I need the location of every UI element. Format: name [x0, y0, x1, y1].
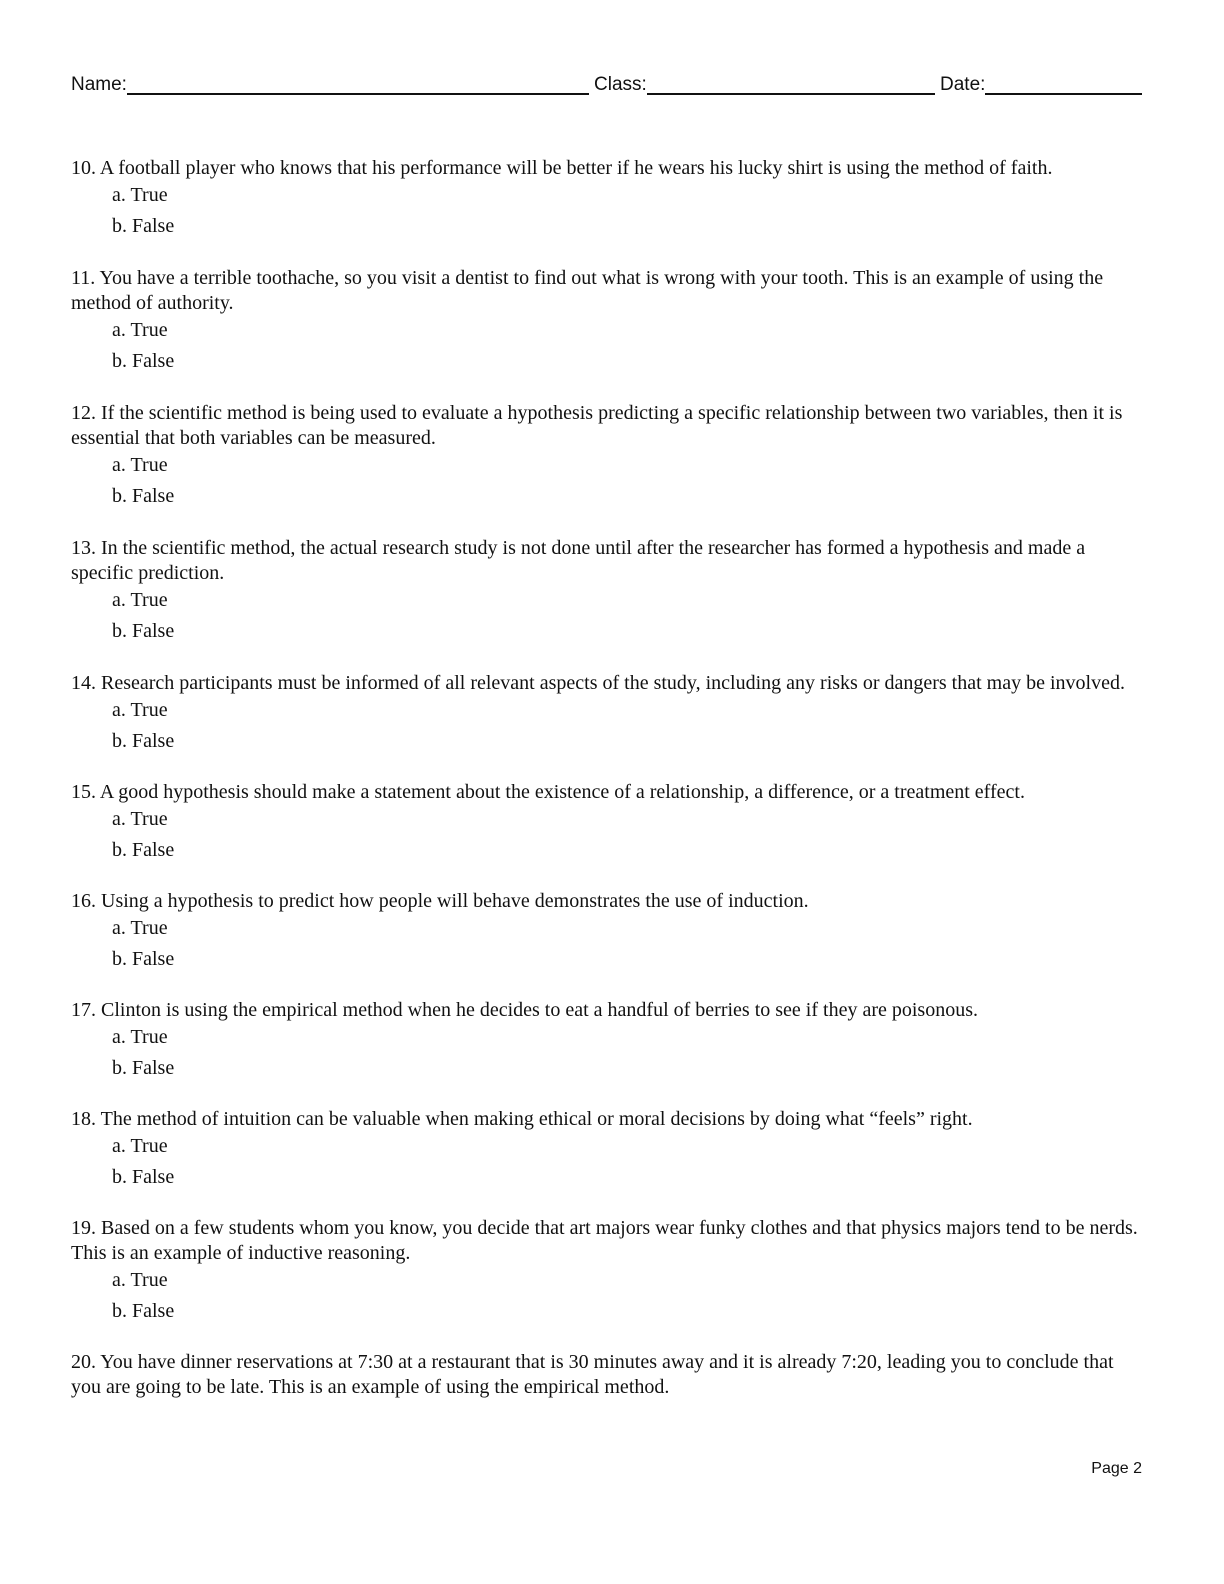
question-text: 15. A good hypothesis should make a statement about the existence of a relationship, a difference, or a treatment effect.	[71, 781, 1025, 803]
option-false[interactable]: b. False	[112, 350, 175, 372]
question-text: 11. You have a terrible toothache, so you visit a dentist to find out what is wrong with your tooth. This is an example of using the method of authority.	[71, 267, 1109, 314]
answer-options	[71, 318, 1146, 374]
question-text: 13. In the scientific method, the actual research study is not done until after the researcher has formed a hypothesis and made a specific prediction.	[71, 537, 1091, 584]
question-item	[71, 889, 1146, 972]
option-false[interactable]: b. False	[112, 1300, 175, 1322]
question-item	[71, 1350, 1146, 1400]
question-item	[71, 266, 1146, 374]
worksheet-header	[71, 70, 1142, 96]
class-blank-line	[647, 93, 935, 95]
question-text: 20. You have dinner reservations at 7:30 at a restaurant that is 30 minutes away and it is already 7:20, leading you to conclude that you are going to be late. This is an example of using the empirical method.	[71, 1351, 1119, 1398]
question-text: 14. Research participants must be informed of all relevant aspects of the study, including any risks or dangers that may be involved.	[71, 672, 1125, 694]
option-true[interactable]: a. True	[112, 917, 168, 939]
date-field	[940, 70, 1142, 96]
answer-options	[71, 453, 1146, 509]
answer-options	[71, 807, 1146, 863]
answer-options	[71, 588, 1146, 644]
question-item	[71, 536, 1146, 644]
page-number: Page 2	[1091, 1460, 1142, 1477]
answer-options	[71, 1025, 1146, 1081]
option-false[interactable]: b. False	[112, 1057, 175, 1079]
option-false[interactable]: b. False	[112, 839, 175, 861]
question-item	[71, 671, 1146, 754]
date-blank-line	[985, 93, 1142, 95]
question-item	[71, 1216, 1146, 1324]
name-blank-line	[127, 93, 589, 95]
question-text: 12. If the scientific method is being used to evaluate a hypothesis predicting a specific relationship between two variables, then it is essential that both variables can be measured.	[71, 402, 1128, 449]
option-false[interactable]: b. False	[112, 485, 175, 507]
option-true[interactable]: a. True	[112, 1135, 168, 1157]
question-text: 18. The method of intuition can be valuable when making ethical or moral decisions by doing what “feels” right.	[71, 1108, 973, 1130]
option-true[interactable]: a. True	[112, 699, 168, 721]
option-false[interactable]: b. False	[112, 215, 175, 237]
option-false[interactable]: b. False	[112, 620, 175, 642]
option-true[interactable]: a. True	[112, 184, 168, 206]
class-label: Class:	[594, 74, 647, 95]
option-false[interactable]: b. False	[112, 948, 175, 970]
name-field	[71, 70, 589, 96]
option-false[interactable]: b. False	[112, 730, 175, 752]
option-true[interactable]: a. True	[112, 589, 168, 611]
question-item	[71, 998, 1146, 1081]
option-true[interactable]: a. True	[112, 808, 168, 830]
date-label: Date:	[940, 74, 986, 95]
class-field	[594, 70, 935, 96]
question-text: 16. Using a hypothesis to predict how people will behave demonstrates the use of induction.	[71, 890, 809, 912]
question-item	[71, 780, 1146, 863]
question-text: 10. A football player who knows that his performance will be better if he wears his lucky shirt is using the method of faith.	[71, 157, 1053, 179]
question-item	[71, 401, 1146, 509]
question-item	[71, 1107, 1146, 1190]
option-false[interactable]: b. False	[112, 1166, 175, 1188]
option-true[interactable]: a. True	[112, 1269, 168, 1291]
answer-options	[71, 698, 1146, 754]
answer-options	[71, 916, 1146, 972]
question-text: 17. Clinton is using the empirical method when he decides to eat a handful of berries to see if they are poisonous.	[71, 999, 978, 1021]
option-true[interactable]: a. True	[112, 1026, 168, 1048]
answer-options	[71, 1134, 1146, 1190]
option-true[interactable]: a. True	[112, 319, 168, 341]
answer-options	[71, 1268, 1146, 1324]
option-true[interactable]: a. True	[112, 454, 168, 476]
question-text: 19. Based on a few students whom you know, you decide that art majors wear funky clothes and that physics majors tend to be nerds. This is an example of inductive reasoning.	[71, 1217, 1143, 1264]
name-label: Name:	[71, 74, 127, 95]
answer-options	[71, 183, 1146, 239]
question-list	[71, 130, 1146, 1400]
question-item	[71, 156, 1146, 239]
